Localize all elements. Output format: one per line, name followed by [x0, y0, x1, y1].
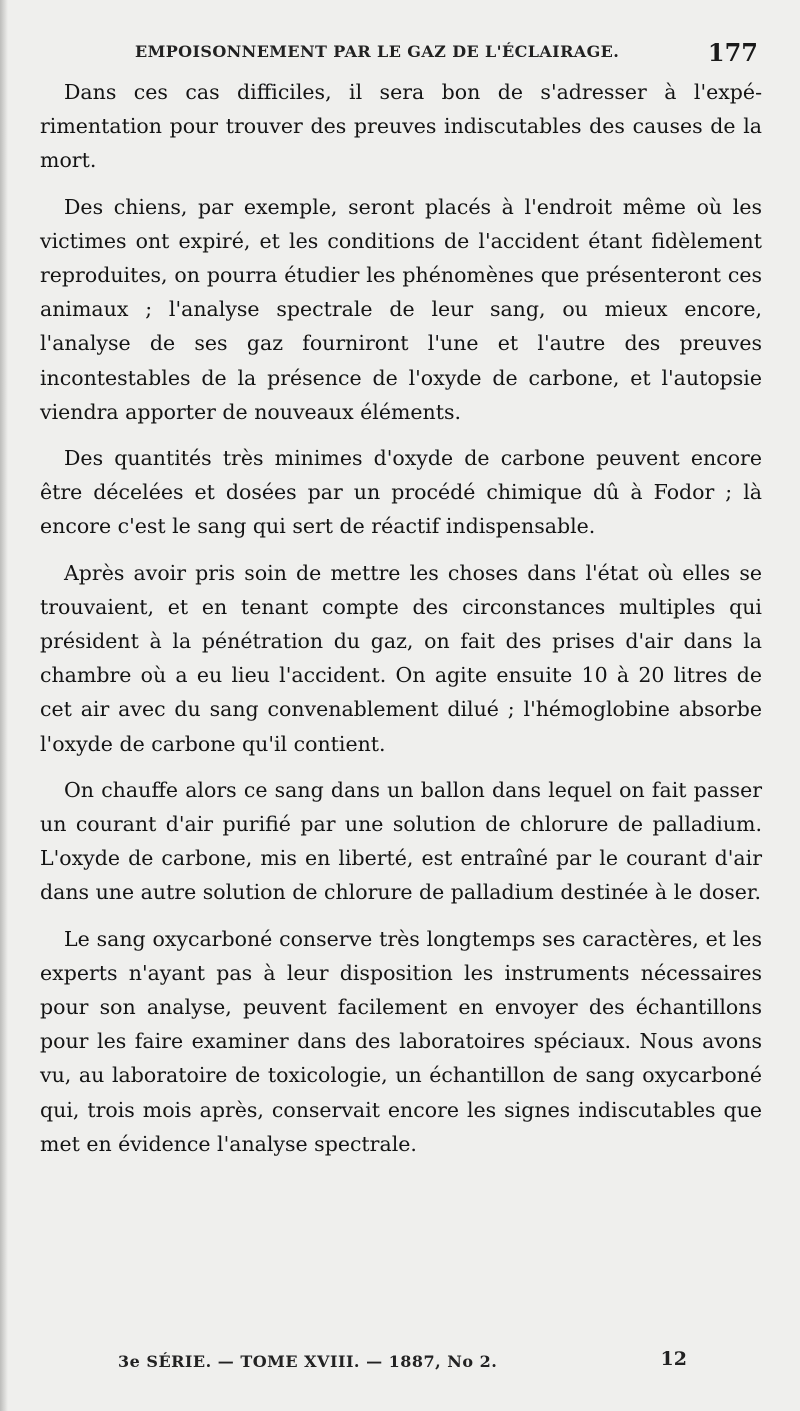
signature-mark: 12: [660, 1348, 687, 1370]
page-footer: [0, 1348, 800, 1378]
paragraph: On chauffe alors ce sang dans un ballon dans lequel on fait passer un courant d'air purifié par une solution de chlorure de palladium. L'oxyde de carbone, mis en liberté, est entraîné par le courant d'air dans une autre solution de chlorure de palladium destinée à le doser.: [40, 777, 762, 905]
paragraph: Des quantités très minimes d'oxyde de carbone peuvent encore être décelées et dosées par un procédé chimique dû à Fodor ; là encore c'est le sang qui sert de réactif indispensable.: [40, 446, 762, 539]
paragraph: Dans ces cas difficiles, il sera bon de s'adresser à l'expérimentation pour trouver des preuves indiscutables des causes de la mort.: [40, 80, 762, 173]
paragraph: Après avoir pris soin de mettre les choses dans l'état où elles se trouvaient, et en tenant compte des circonstances multiples qui président à la pénétration du gaz, on fait des prises d'air dans la chambre où a eu lieu l'accident. On agite ensuite 10 à 20 litres de cet air avec du sang convenablement dilué ; l'hémoglobine absorbe l'oxyde de carbone qu'il contient.: [40, 560, 762, 756]
running-title: EMPOISONNEMENT PAR LE GAZ DE L'ÉCLAIRAGE.: [135, 42, 620, 61]
scan-edge: [0, 0, 8, 1411]
running-head: [0, 38, 800, 68]
paragraph: Des chiens, par exemple, seront placés à l'endroit même où les victimes ont expiré, et les conditions de l'accident étant fidèlement reproduites, on pourra étudier les phénomènes que présenteront ces animaux ; l'analyse spectrale de leur sang, ou mieux encore, l'analyse de ses gaz fourniront l'une et l'autre des preuves incontestables de la présence de l'oxyde de carbone, et l'autopsie viendra apporter de nouveaux éléments.: [40, 194, 762, 424]
series-line: 3e SÉRIE. — TOME XVIII. — 1887, No 2.: [118, 1352, 498, 1371]
page-number: 177: [707, 38, 758, 67]
paragraph: Le sang oxycarboné conserve très longtemps ses caractères, et les experts n'ayant pas à leur disposition les instruments nécessaires pour son analyse, peuvent facilement en envoyer des échantillons pour les faire examiner dans des laboratoires spéciaux. Nous avons vu, au laboratoire de toxicologie, un échantillon de sang oxycarboné qui, trois mois après, conservait encore les signes indiscutables que met en évidence l'analyse spectrale.: [40, 926, 762, 1156]
body-text: [40, 75, 762, 1173]
